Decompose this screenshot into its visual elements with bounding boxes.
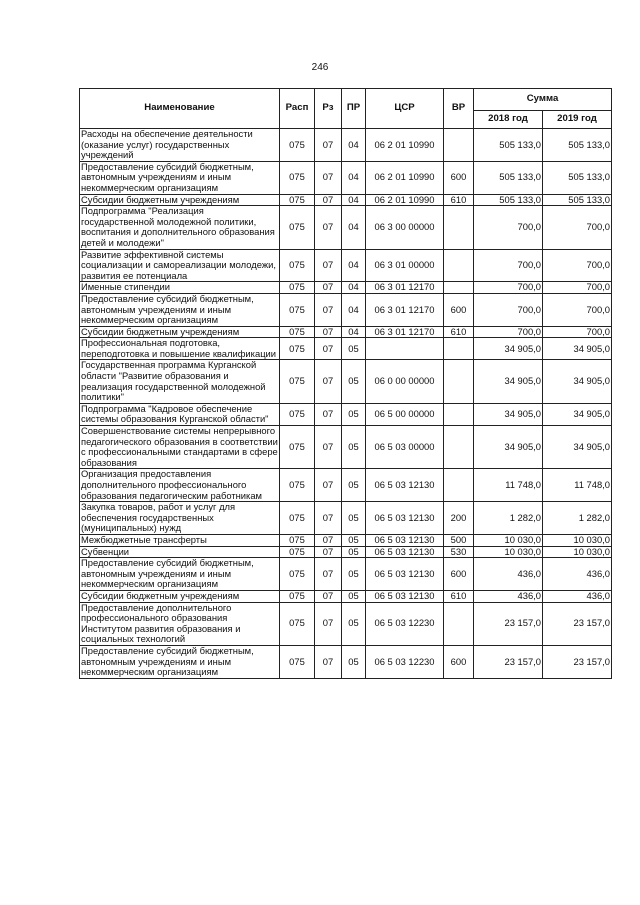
row-name: Развитие эффективной системы социализации и самореализации молодежи, развития ее потенциала: [80, 249, 280, 282]
row-vr: [444, 338, 474, 360]
row-csr: 06 3 01 12170: [366, 326, 444, 338]
row-sum-2019: 700,0: [543, 206, 612, 249]
row-name: Предоставление субсидий бюджетным, автономным учреждениям и иным некоммерческим организациям: [80, 558, 280, 591]
row-sum-2019: 10 030,0: [543, 546, 612, 558]
page-number: 246: [311, 62, 329, 73]
header-vr: ВР: [444, 89, 474, 129]
row-sum-2018: 700,0: [474, 249, 543, 282]
row-name: Организация предоставления дополнительного профессионального образования педагогическим работникам: [80, 469, 280, 502]
row-rz: 07: [315, 338, 342, 360]
header-pr: ПР: [342, 89, 366, 129]
row-vr: 530: [444, 546, 474, 558]
header-rz: Рз: [315, 89, 342, 129]
row-vr: [444, 469, 474, 502]
table-row: [80, 249, 612, 282]
table-row: [80, 534, 612, 546]
row-csr: 06 2 01 10990: [366, 161, 444, 194]
table-row: [80, 326, 612, 338]
row-name: Профессиональная подготовка, переподготовка и повышение квалификации: [80, 338, 280, 360]
row-csr: 06 3 01 12170: [366, 282, 444, 294]
row-sum-2018: 34 905,0: [474, 403, 543, 425]
row-vr: 600: [444, 558, 474, 591]
row-rasp: 075: [280, 403, 315, 425]
table-row: [80, 558, 612, 591]
table-row: [80, 338, 612, 360]
row-sum-2019: 23 157,0: [543, 645, 612, 678]
row-rasp: 075: [280, 590, 315, 602]
row-pr: 05: [342, 502, 366, 535]
row-pr: 05: [342, 534, 366, 546]
row-rz: 07: [315, 293, 342, 326]
row-sum-2018: 505 133,0: [474, 194, 543, 206]
row-csr: 06 5 03 12130: [366, 590, 444, 602]
row-rz: 07: [315, 194, 342, 206]
row-sum-2019: 10 030,0: [543, 534, 612, 546]
row-name: Подпрограмма "Кадровое обеспечение системы образования Курганской области": [80, 403, 280, 425]
row-sum-2019: 436,0: [543, 558, 612, 591]
row-csr: 06 5 00 00000: [366, 403, 444, 425]
header-rasp: Расп: [280, 89, 315, 129]
row-rz: 07: [315, 558, 342, 591]
row-vr: 200: [444, 502, 474, 535]
row-sum-2018: 505 133,0: [474, 129, 543, 162]
row-vr: [444, 426, 474, 469]
row-sum-2018: 23 157,0: [474, 602, 543, 645]
row-sum-2019: 34 905,0: [543, 338, 612, 360]
row-sum-2019: 436,0: [543, 590, 612, 602]
row-sum-2018: 34 905,0: [474, 360, 543, 403]
budget-table: [79, 88, 612, 679]
table-row: [80, 546, 612, 558]
row-sum-2019: 34 905,0: [543, 426, 612, 469]
row-csr: 06 5 03 12230: [366, 602, 444, 645]
table-row: [80, 206, 612, 249]
row-pr: 04: [342, 249, 366, 282]
row-rz: 07: [315, 502, 342, 535]
row-sum-2018: 700,0: [474, 282, 543, 294]
row-pr: 04: [342, 194, 366, 206]
row-rasp: 075: [280, 161, 315, 194]
row-rasp: 075: [280, 426, 315, 469]
row-rasp: 075: [280, 129, 315, 162]
row-sum-2018: 700,0: [474, 206, 543, 249]
row-csr: [366, 338, 444, 360]
row-rasp: 075: [280, 558, 315, 591]
row-rz: 07: [315, 161, 342, 194]
table-row: [80, 293, 612, 326]
header-name: Наименование: [80, 89, 280, 129]
row-sum-2018: 505 133,0: [474, 161, 543, 194]
table-row: [80, 590, 612, 602]
row-sum-2019: 1 282,0: [543, 502, 612, 535]
row-csr: 06 5 03 12130: [366, 534, 444, 546]
row-sum-2018: 11 748,0: [474, 469, 543, 502]
row-sum-2018: 34 905,0: [474, 338, 543, 360]
row-sum-2018: 10 030,0: [474, 534, 543, 546]
row-csr: 06 5 03 12230: [366, 645, 444, 678]
row-csr: 06 5 03 12130: [366, 469, 444, 502]
row-rasp: 075: [280, 206, 315, 249]
row-csr: 06 0 00 00000: [366, 360, 444, 403]
table-row: [80, 645, 612, 678]
row-name: Совершенствование системы непрерывного педагогического образования в соответствии с профессиональными стандартами в сфере образования: [81, 425, 278, 468]
row-pr: 05: [342, 546, 366, 558]
table-row: [80, 426, 612, 469]
row-rz: 07: [315, 326, 342, 338]
row-name: Межбюджетные трансферты: [80, 534, 280, 546]
row-csr: 06 5 03 12130: [366, 558, 444, 591]
row-rasp: 075: [280, 293, 315, 326]
row-sum-2018: 23 157,0: [474, 645, 543, 678]
row-vr: [444, 282, 474, 294]
budget-table-body: [80, 129, 612, 679]
row-pr: 05: [342, 558, 366, 591]
row-sum-2018: 10 030,0: [474, 546, 543, 558]
row-name: Предоставление дополнительного профессионального образования Институтом развития образования и социальных технологий: [80, 602, 280, 645]
row-rz: 07: [315, 129, 342, 162]
row-pr: 04: [342, 161, 366, 194]
row-rz: 07: [315, 469, 342, 502]
row-name: Субсидии бюджетным учреждениям: [80, 590, 280, 602]
row-rz: 07: [315, 534, 342, 546]
row-csr: 06 3 01 12170: [366, 293, 444, 326]
row-pr: 05: [342, 469, 366, 502]
row-pr: 05: [342, 590, 366, 602]
row-pr: 05: [342, 360, 366, 403]
row-sum-2018: 436,0: [474, 558, 543, 591]
row-vr: [444, 206, 474, 249]
row-csr: 06 2 01 10990: [366, 129, 444, 162]
row-rasp: 075: [280, 469, 315, 502]
row-name: Предоставление субсидий бюджетным, автономным учреждениям и иным некоммерческим организациям: [80, 293, 280, 326]
row-rz: 07: [315, 282, 342, 294]
row-sum-2019: 700,0: [543, 326, 612, 338]
row-csr: 06 5 03 12130: [366, 546, 444, 558]
row-rasp: 075: [280, 534, 315, 546]
row-rz: 07: [315, 602, 342, 645]
table-row: [80, 161, 612, 194]
row-sum-2018: 34 905,0: [474, 426, 543, 469]
row-vr: [444, 602, 474, 645]
row-csr: 06 5 03 12130: [366, 502, 444, 535]
row-csr: 06 3 00 00000: [366, 206, 444, 249]
row-sum-2019: 700,0: [543, 282, 612, 294]
table-row: [80, 194, 612, 206]
row-sum-2019: 505 133,0: [543, 161, 612, 194]
row-rasp: 075: [280, 502, 315, 535]
row-sum-2019: 11 748,0: [543, 469, 612, 502]
row-vr: 610: [444, 590, 474, 602]
header-csr: ЦСР: [366, 89, 444, 129]
row-rz: 07: [315, 403, 342, 425]
row-vr: [444, 403, 474, 425]
row-rz: 07: [315, 206, 342, 249]
row-rz: 07: [315, 360, 342, 403]
row-sum-2018: 700,0: [474, 326, 543, 338]
row-sum-2019: 34 905,0: [543, 403, 612, 425]
row-sum-2019: 505 133,0: [543, 129, 612, 162]
row-pr: 05: [342, 602, 366, 645]
table-row: [80, 403, 612, 425]
row-vr: 600: [444, 293, 474, 326]
header-sum: Сумма: [474, 89, 612, 111]
table-row: [80, 602, 612, 645]
row-pr: 05: [342, 403, 366, 425]
row-sum-2019: 700,0: [543, 293, 612, 326]
row-pr: 04: [342, 206, 366, 249]
row-vr: 610: [444, 194, 474, 206]
row-rz: 07: [315, 645, 342, 678]
row-csr: 06 2 01 10990: [366, 194, 444, 206]
row-name: Субвенции: [80, 546, 280, 558]
row-name: Предоставление субсидий бюджетным, автономным учреждениям и иным некоммерческим организациям: [80, 645, 280, 678]
row-rasp: 075: [280, 546, 315, 558]
row-pr: 05: [342, 645, 366, 678]
row-name: Субсидии бюджетным учреждениям: [80, 326, 280, 338]
header-year-2018: 2018 год: [474, 111, 543, 129]
row-vr: [444, 360, 474, 403]
row-vr: 600: [444, 645, 474, 678]
row-name: Закупка товаров, работ и услуг для обеспечения государственных (муниципальных) нужд: [80, 502, 280, 535]
row-csr: 06 3 01 00000: [366, 249, 444, 282]
row-rasp: 075: [280, 602, 315, 645]
table-row: [80, 502, 612, 535]
header-year-2019: 2019 год: [543, 111, 612, 129]
row-sum-2019: 700,0: [543, 249, 612, 282]
row-name: Подпрограмма "Реализация государственной молодежной политики, воспитания и дополнительного образования детей и молодежи": [80, 206, 280, 249]
row-rz: 07: [315, 426, 342, 469]
row-pr: 04: [342, 326, 366, 338]
row-sum-2018: 700,0: [474, 293, 543, 326]
row-sum-2019: 23 157,0: [543, 602, 612, 645]
table-row: [80, 360, 612, 403]
row-rz: 07: [315, 249, 342, 282]
row-rasp: 075: [280, 194, 315, 206]
row-pr: 04: [342, 293, 366, 326]
row-sum-2018: 436,0: [474, 590, 543, 602]
row-sum-2018: 1 282,0: [474, 502, 543, 535]
row-rasp: 075: [280, 360, 315, 403]
row-pr: 05: [342, 426, 366, 469]
row-rz: 07: [315, 546, 342, 558]
row-csr: 06 5 03 00000: [366, 426, 444, 469]
row-sum-2019: 34 905,0: [543, 360, 612, 403]
table-row: [80, 129, 612, 162]
row-name: Субсидии бюджетным учреждениям: [80, 194, 280, 206]
row-name: Расходы на обеспечение деятельности (оказание услуг) государственных учреждений: [80, 129, 280, 162]
row-rasp: 075: [280, 326, 315, 338]
row-pr: 05: [342, 338, 366, 360]
row-sum-2019: 505 133,0: [543, 194, 612, 206]
row-vr: [444, 129, 474, 162]
row-vr: 500: [444, 534, 474, 546]
row-rz: 07: [315, 590, 342, 602]
table-row: [80, 282, 612, 294]
row-name: Предоставление субсидий бюджетным, автономным учреждениям и иным некоммерческим организациям: [80, 161, 280, 194]
row-pr: 04: [342, 282, 366, 294]
row-pr: 04: [342, 129, 366, 162]
row-vr: 600: [444, 161, 474, 194]
row-rasp: 075: [280, 338, 315, 360]
table-row: [80, 469, 612, 502]
row-name: Государственная программа Курганской области "Развитие образования и реализация государственной молодежной политики": [80, 360, 280, 403]
row-rasp: 075: [280, 282, 315, 294]
row-vr: 610: [444, 326, 474, 338]
row-rasp: 075: [280, 645, 315, 678]
row-rasp: 075: [280, 249, 315, 282]
row-vr: [444, 249, 474, 282]
row-name: Именные стипендии: [80, 282, 280, 294]
